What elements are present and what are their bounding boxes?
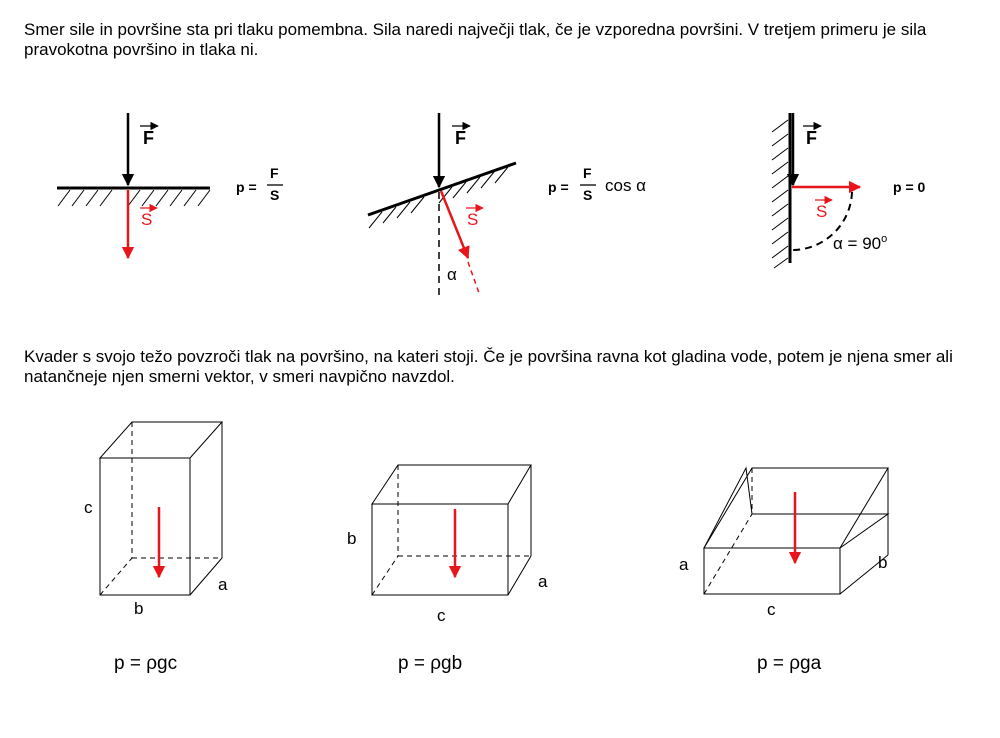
cuboid-3-width-label: c [767,600,776,619]
cuboid-1-depth-label: a [218,575,228,594]
force-label: F [455,128,466,148]
formula-suffix: cos α [605,176,647,195]
wall-hatching [772,120,788,268]
case-1-perpendicular-force [57,113,283,258]
top-face [372,465,531,504]
cuboid-1-formula: p = ρgc [114,653,178,674]
area-vector-arrow [441,191,468,258]
formula-numerator: F [270,165,279,181]
area-vector-label: S [816,202,828,221]
intro-paragraph: Smer sile in površine sta pri tlaku pomembna. Sila naredi največji tlak, če je vzporedna površini. V tretjem primeru je sila pravokotna površino in tlaka ni. [24,20,927,59]
cuboid-2-depth-label: a [538,572,548,591]
surface-line [368,163,516,215]
cuboid-2-formula: p = ρgb [398,653,463,674]
angle-label: α [447,265,457,284]
angle-degree: o [881,233,888,245]
hidden-edges [372,465,531,595]
cuboid-1-height-label: c [84,498,93,517]
front-face [372,504,508,595]
front-face [100,458,190,595]
formula-prefix: p = [236,179,257,195]
angle-value [833,233,887,253]
force-label: F [806,128,817,148]
front-face [704,548,840,594]
formula-denominator: S [583,187,593,203]
normal-dashed-extension [468,262,479,293]
cuboid-2-width-label: c [437,606,446,625]
formula: p = 0 [893,179,926,195]
cuboid-3-formula: p = ρga [757,653,822,674]
angle-value-text: α = 90 [833,234,882,253]
cuboid-3-height-label: a [679,555,689,574]
formula-denominator: S [270,187,280,203]
cuboid-2-height-label: b [347,529,357,548]
surface-hatching [58,190,210,206]
force-label: F [143,128,154,148]
cuboid-1-width-label: b [134,599,144,618]
case-2-inclined-surface [368,113,646,297]
formula-numerator: F [583,165,592,181]
bottom-right-edge [508,556,531,595]
area-vector-label: S [467,210,479,229]
case-3-parallel-force [772,113,926,268]
cuboid-2-on-side [372,465,531,595]
cuboid-paragraph: Kvader s svojo težo povzroči tlak na površino, na kateri stoji. Če je površina ravna kot gladina vode, potem je njena smer ali natančneje njen smerni vektor, v smeri navpično navzdol. [24,347,953,386]
formula-prefix: p = [548,179,569,195]
cuboid-3-depth-label: b [878,553,888,572]
cuboid-1-standing-tall [100,422,222,595]
area-vector-label: S [141,210,153,229]
top-face [100,422,222,458]
hidden-edges [100,422,222,595]
